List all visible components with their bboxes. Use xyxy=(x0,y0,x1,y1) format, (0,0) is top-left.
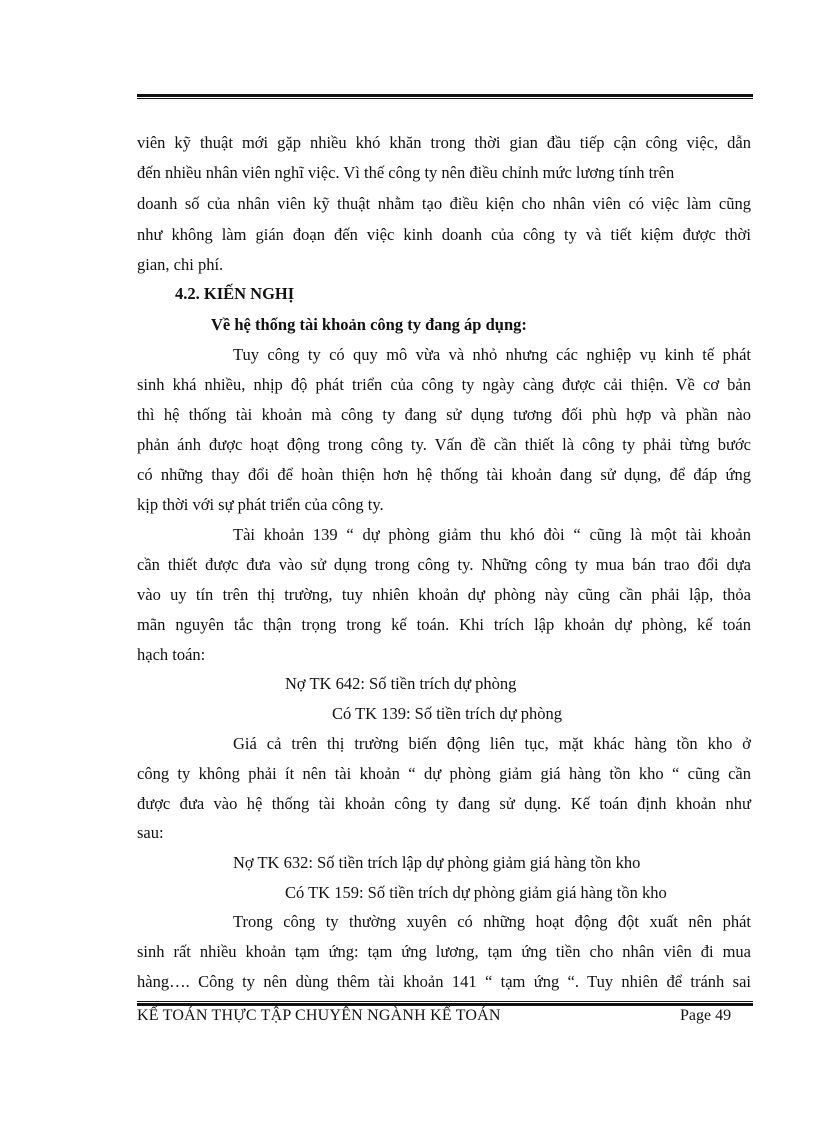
text-line: Tuy công ty có quy mô vừa và nhỏ nhưng các nghiệp vụ kinh tế phát xyxy=(233,345,751,364)
text-line: được đưa vào hệ thống tài khoản công ty đang sử dụng. Kế toán định khoản như xyxy=(137,794,751,813)
text-line: cần thiết được đưa vào sử dụng trong công ty. Những công ty mua bán trao đổi dựa xyxy=(137,555,751,574)
text-line: Trong công ty thường xuyên có những hoạt động đột xuất nên phát xyxy=(233,912,751,931)
text-line: mãn nguyên tắc thận trọng trong kế toán. Khi trích lập khoản dự phòng, kế toán xyxy=(137,615,751,634)
text-line: công ty không phải ít nên tài khoản “ dự phòng giảm giá hàng tồn kho “ cũng cần xyxy=(137,764,751,783)
text-line: thì hệ thống tài khoản mà công ty đang sử dụng tương đối phù hợp và phần nào xyxy=(137,405,751,424)
text-line: sinh khá nhiều, nhịp độ phát triển của công ty ngày càng được cải thiện. Về cơ bản xyxy=(137,375,751,394)
text-line: Có TK 159: Số tiền trích dự phòng giảm giá hàng tồn kho xyxy=(285,883,667,902)
text-line: sinh rất nhiều khoản tạm ứng: tạm ứng lương, tạm ứng tiền cho nhân viên đi mua xyxy=(137,942,751,961)
text-line: đến nhiều nhân viên nghĩ việc. Vì thế công ty nên điều chỉnh mức lương tính trên xyxy=(137,163,675,182)
header-rule xyxy=(137,94,753,99)
text-line: Tài khoản 139 “ dự phòng giảm thu khó đòi “ cũng là một tài khoản xyxy=(233,525,751,544)
text-line: kịp thời với sự phát triển của công ty. xyxy=(137,495,384,514)
text-line: 4.2. KIẾN NGHỊ xyxy=(175,284,295,303)
text-line: hạch toán: xyxy=(137,645,206,664)
text-line: Giá cả trên thị trường biến động liên tục, mặt khác hàng tồn kho ở xyxy=(233,734,751,753)
footer-rule xyxy=(137,1001,753,1006)
text-line: phản ánh được hoạt động trong công ty. Vấn đề cần thiết là công ty phải từng bước xyxy=(137,435,751,454)
text-line: gian, chi phí. xyxy=(137,255,224,274)
text-line: doanh số của nhân viên kỹ thuật nhằm tạo điều kiện cho nhân viên có việc làm cũng xyxy=(137,194,751,213)
page-number: Page 49 xyxy=(680,1007,732,1024)
text-line: như không làm gián đoạn đến việc kinh doanh của công ty và tiết kiệm được thời xyxy=(137,225,751,244)
text-line: sau: xyxy=(137,823,164,842)
text-line: vào uy tín trên thị trường, tuy nhiên khoản dự phòng này cũng cần phải lập, thỏa xyxy=(137,585,751,604)
text-line: hàng…. Công ty nên dùng thêm tài khoản 141 “ tạm ứng “. Tuy nhiên để tránh sai xyxy=(137,972,751,991)
text-line: có những thay đổi để hoàn thiện hơn hệ thống tài khoản đang sử dụng, để đáp ứng xyxy=(137,465,751,484)
text-line: Về hệ thống tài khoản công ty đang áp dụng: xyxy=(211,315,527,334)
text-line: Nợ TK 632: Số tiền trích lập dự phòng giảm giá hàng tồn kho xyxy=(233,853,641,872)
text-line: Có TK 139: Số tiền trích dự phòng xyxy=(332,704,563,723)
text-line: viên kỹ thuật mới gặp nhiều khó khăn trong thời gian đầu tiếp cận công việc, dẫn xyxy=(137,133,751,152)
footer-title: KẾ TOÁN THỰC TẬP CHUYÊN NGÀNH KẾ TOÁN xyxy=(137,1007,501,1024)
text-line: Nợ TK 642: Số tiền trích dự phòng xyxy=(285,674,517,693)
